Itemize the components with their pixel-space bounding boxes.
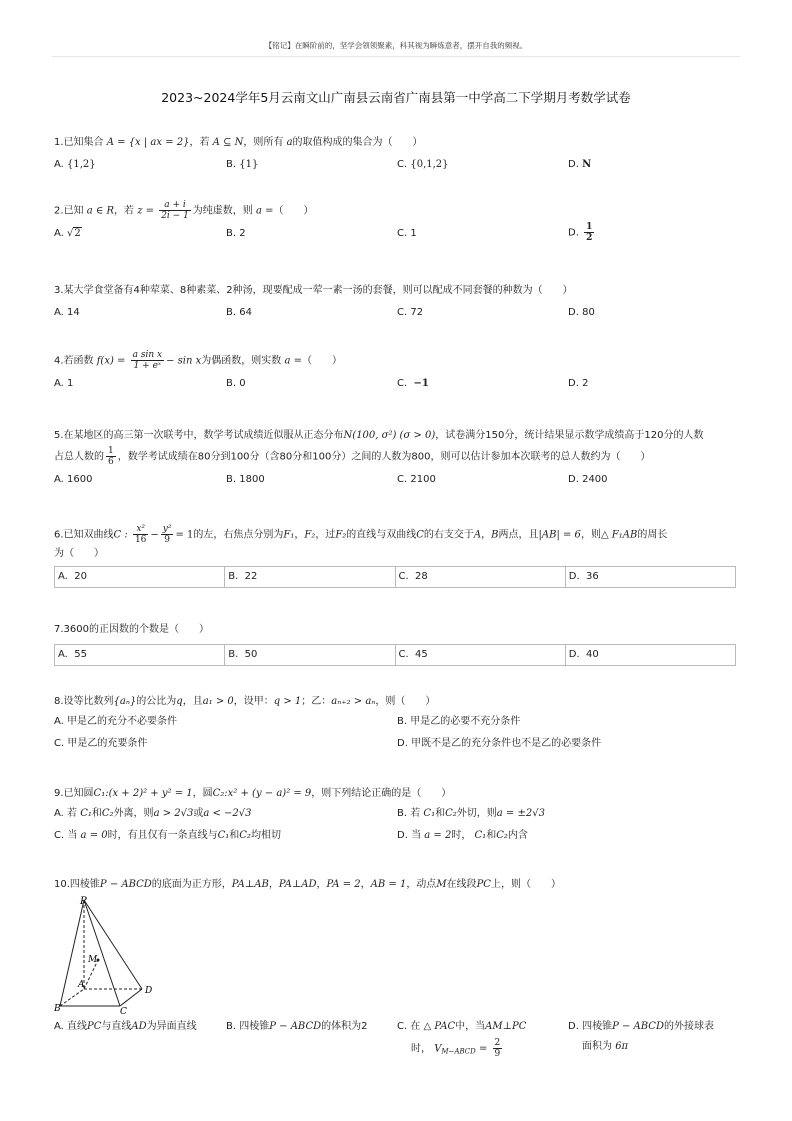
label-p: P bbox=[80, 896, 87, 907]
label-d: D bbox=[145, 986, 153, 996]
question-7-stem: 7.3600的正因数的个数是（ ） bbox=[54, 624, 209, 635]
option-c: C. 2100 bbox=[397, 473, 436, 485]
option-a: A. 直线PC与直线AD为异面直线 bbox=[54, 1021, 197, 1032]
option-c: C. 45 bbox=[396, 645, 566, 665]
math-expression: f(x) = bbox=[96, 355, 126, 367]
option-c: C. −1 bbox=[397, 377, 429, 389]
option-b: B. 22 bbox=[225, 567, 395, 587]
edge-pc bbox=[84, 900, 120, 1006]
option-b: B. 若 C₁和C₂外切，则a = ±2√3 bbox=[397, 808, 545, 819]
option-a: A. √2 bbox=[54, 227, 81, 239]
header-note: 【铭记】在瞬阶前的，坚学会领领聚素，科其视为瞬炼意者，摆开自我的频视。 bbox=[264, 41, 528, 50]
math-expression: z = bbox=[137, 205, 155, 217]
option-d: D. 40 bbox=[568, 649, 599, 660]
question-3-stem: 3.某大学食堂备有4种荤菜、8种素菜、2种汤，现要配成一荤一素一汤的套餐，则可以配成不同套餐的种数为（ ） bbox=[54, 285, 573, 296]
option-b: B. 四棱锥P − ABCD的体积为2 bbox=[226, 1021, 368, 1032]
question-3 bbox=[54, 283, 744, 323]
label-a: A bbox=[78, 980, 85, 990]
question-2-options bbox=[54, 221, 744, 244]
option-d: D. 36 bbox=[568, 570, 599, 582]
fraction: $\frac{a + i}{2i - 1}$ bbox=[161, 200, 189, 221]
option-d: D. 2400 bbox=[568, 473, 608, 485]
question-5-stem-line-1: 5.在某地区的高三第一次联考中，数学考试成绩近似服从正态分布N(100, σ²) (σ > 0)，试卷满分150分，统计结果显示数学成绩高于120分的人数 bbox=[54, 430, 704, 441]
option-d: D. 四棱锥P − ABCD的外接球表 面积为 6π bbox=[568, 1021, 714, 1052]
option-a: A. 14 bbox=[54, 307, 80, 318]
stem-text: ，则所有 bbox=[243, 137, 284, 148]
question-10 bbox=[54, 877, 744, 893]
math-expression: a ∈ R bbox=[86, 205, 114, 217]
stem-text: 已知集合 bbox=[63, 137, 104, 148]
label-m: M bbox=[88, 955, 98, 965]
option-d: D. $\frac{1}{2}$ bbox=[568, 221, 593, 243]
option-a: A. {1,2} bbox=[54, 159, 96, 170]
option-d: D. 当 a = 2时， C₁和C₂内含 bbox=[397, 830, 528, 841]
option-a: A. 若 C₁和C₂外离，则a > 2√3或a < −2√3 bbox=[54, 808, 252, 819]
edge-pd bbox=[84, 900, 142, 989]
math-expression: A ⊆ N bbox=[212, 137, 244, 148]
fraction: $\frac{2}{9}$ bbox=[494, 1038, 501, 1059]
question-4 bbox=[54, 350, 744, 394]
pyramid-figure bbox=[54, 894, 164, 1014]
option-b: B. 1800 bbox=[226, 473, 265, 485]
question-7 bbox=[54, 622, 744, 666]
option-c: C. 28 bbox=[396, 567, 566, 587]
option-c: C. 当 a = 0时，有且仅有一条直线与C₁和C₂均相切 bbox=[54, 830, 281, 841]
label-c: C bbox=[120, 1007, 127, 1014]
edge-pb bbox=[60, 900, 84, 1006]
fraction: $\frac{\text{y²}}{9}$ bbox=[162, 524, 172, 545]
option-d: D. N bbox=[568, 159, 592, 170]
label-b: B bbox=[54, 1004, 61, 1014]
option-c: C. 在 △ PAC中，当AM⊥PC 时， $V_{M-ABCD}$ = $\frac{2}{9}$ bbox=[397, 1021, 527, 1059]
option-a: A. 55 bbox=[55, 645, 225, 665]
question-5-stem-line-2: 占总人数的 $\frac{1}{6}$ ，数学考试成绩在80分到100分（含80分和100分）之间的人数为800，则可以估计参加本次联考的总人数约为（ ） bbox=[54, 446, 651, 467]
option-b: B. 甲是乙的必要不充分条件 bbox=[397, 716, 521, 727]
question-6-stem-line-2: 为（ ） bbox=[54, 547, 104, 559]
question-9 bbox=[54, 786, 744, 846]
math-variable: a bbox=[286, 137, 293, 148]
fraction: $\frac{1}{6}$ bbox=[108, 446, 114, 467]
option-d: D. 2 bbox=[568, 377, 589, 389]
question-10-stem: 10.四棱锥P − ABCD的底面为正方形，PA⊥AB，PA⊥AD，PA = 2，AB = 1，动点M在线段PC上，则（ ） bbox=[54, 879, 561, 890]
question-9-options-row-2 bbox=[54, 828, 744, 846]
question-8-stem: 8.设等比数列{aₙ}的公比为q，且a₁ > 0，设甲：q > 1；乙：aₙ₊₂ > aₙ，则（ ） bbox=[54, 696, 436, 707]
stem-text: 的取值构成的集合为（ ） bbox=[292, 137, 423, 148]
fraction: $\frac{\text{x²}}{16}$ bbox=[134, 524, 147, 545]
option-c: C. {0,1,2} bbox=[397, 159, 449, 170]
option-c: C. 72 bbox=[397, 307, 424, 318]
header-divider bbox=[52, 56, 740, 57]
option-b: B. 2 bbox=[226, 227, 246, 239]
option-b: B. 50 bbox=[225, 645, 395, 665]
option-b: B. 64 bbox=[226, 307, 252, 318]
option-c: C. 甲是乙的充要条件 bbox=[54, 738, 148, 749]
question-1-stem bbox=[54, 135, 744, 151]
question-6 bbox=[54, 524, 744, 588]
question-2 bbox=[54, 200, 744, 244]
question-6-stem-line-1: 6.已知双曲线C : $\frac{\text{x²}}{16}$ − $\frac{\text{y²}}{9}$ = 1的左，右焦点分别为F₁，F₂，过F₂的直线与双曲线C的右支交于A，B两点，且|AB| = 6，则△ F₁AB的周长 bbox=[54, 524, 668, 545]
option-b: B. 0 bbox=[226, 377, 246, 389]
stem-text: ，若 bbox=[189, 137, 210, 148]
math-expression: A = {x | ax = 2} bbox=[106, 137, 190, 148]
option-d: D. 80 bbox=[568, 307, 595, 318]
question-8 bbox=[54, 694, 744, 754]
question-8-options-row-2 bbox=[54, 736, 744, 754]
option-a: A. 甲是乙的充分不必要条件 bbox=[54, 716, 178, 727]
option-c: C. 1 bbox=[397, 227, 417, 239]
question-1-options bbox=[54, 157, 744, 175]
question-9-stem: 9.已知圆C₁:(x + 2)² + y² = 1，圆C₂:x² + (y − a)² = 9，则下列结论正确的是（ ） bbox=[54, 788, 452, 799]
math-expression: N(100, σ²) (σ > 0) bbox=[343, 430, 436, 441]
fraction: $\frac{1}{2}$ bbox=[586, 221, 593, 243]
question-5 bbox=[54, 428, 744, 490]
question-7-options bbox=[54, 644, 736, 666]
question-10-options bbox=[54, 1018, 744, 1068]
option-a: A. 20 bbox=[55, 567, 225, 587]
question-2-stem: 2.已知 a ∈ R，若 z = $\frac{a + i}{2i - 1}$ 为纯虚数，则 a =（ ） bbox=[54, 200, 314, 221]
fraction: $\frac{\text{a sin x}}{\text{1 + eˣ}}$ bbox=[132, 350, 163, 371]
option-d: D. 甲既不是乙的充分条件也不是乙的必要条件 bbox=[397, 738, 602, 749]
question-8-options-row-1 bbox=[54, 714, 744, 732]
math-expression: a = bbox=[255, 205, 274, 217]
option-a: A. 1 bbox=[54, 377, 74, 389]
question-4-stem: 4.若函数 f(x) = $\frac{\text{a sin x}}{\text{1 + eˣ}}$ − sin x为偶函数，则实数 a =（ ） bbox=[54, 350, 342, 371]
question-number: 1. bbox=[54, 137, 64, 148]
edge-cd bbox=[120, 989, 142, 1006]
option-a: A. 1600 bbox=[54, 473, 93, 485]
question-5-options bbox=[54, 472, 744, 490]
question-3-options bbox=[54, 305, 744, 323]
question-4-options bbox=[54, 376, 744, 394]
option-b: B. {1} bbox=[226, 159, 259, 170]
question-9-options-row-1 bbox=[54, 806, 744, 824]
question-6-options bbox=[54, 566, 736, 588]
page-title: 2023~2024学年5月云南文山广南县云南省广南县第一中学高二下学期月考数学试卷 bbox=[161, 90, 631, 105]
question-1 bbox=[54, 135, 744, 175]
